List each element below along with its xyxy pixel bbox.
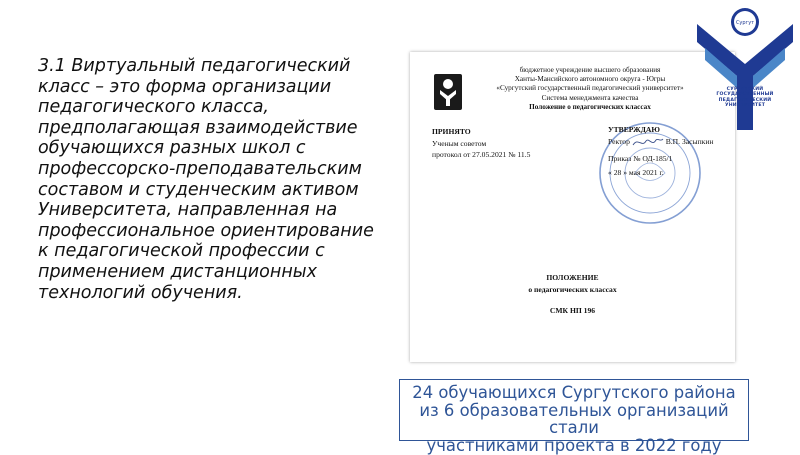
document-code: СМК НП 196 [549, 306, 596, 315]
approved-heading: УТВЕРЖДАЮ [608, 125, 660, 134]
accepted-line: протокол от 27.05.2021 № 11.5 [432, 150, 531, 159]
logo-line: СУРГУТСКИЙ [726, 87, 764, 92]
org-line: Система менеджмента качества [541, 93, 639, 102]
definition-text: 3.1 Виртуальный педагогический класс – это форма организации педагогического класса, предполагающая взаимодействие обучающихся разных школ с профессорско-преподавательским составом и студенческим активом Университета, направленная на профессиональное ориентирование к педагогической профессии с применением дистанционных технологий обучения. [38, 56, 374, 303]
document-title: ПОЛОЖЕНИЕ [546, 273, 599, 282]
signature-icon [632, 136, 664, 148]
org-line: «Сургутский государственный педагогический университет» [496, 84, 684, 93]
banner-line: из 6 образовательных организаций стали [419, 400, 729, 437]
university-name [705, 87, 785, 109]
approved-order: Приказ № ОД-185/1 [608, 153, 673, 163]
document-image [410, 52, 735, 362]
approved-name: В.П. Засыпкин [665, 136, 714, 146]
document-subtitle: о педагогических классах [528, 285, 617, 294]
banner-line: участниками проекта в 2022 году [426, 435, 722, 455]
approved-date: « 28 » мая 2021 г. [608, 168, 664, 178]
participants-banner [399, 379, 749, 455]
university-logo [695, 2, 795, 134]
org-line: бюджетное учреждение высшего образования [519, 66, 661, 74]
logo-badge-text: Сургут [735, 20, 755, 26]
logo-line: ГОСУДАРСТВЕННЫЙ [716, 92, 774, 98]
banner-line: 24 обучающихся Сургутского района [412, 383, 736, 402]
org-line: Положение о педагогических классах [529, 102, 651, 111]
logo-line: УНИВЕРСИТЕТ [724, 103, 766, 109]
university-emblem-icon [434, 74, 462, 110]
accepted-block [432, 126, 530, 161]
accepted-heading: ПРИНЯТО [432, 127, 471, 136]
org-line: Ханты-Мансийского автономного округа - Югры [514, 75, 666, 84]
document-organization [475, 66, 705, 112]
logo-line: ПЕДАГОГИЧЕСКИЙ [718, 97, 772, 103]
accepted-line: Ученым советом [432, 138, 487, 148]
document-title-block [410, 272, 735, 317]
approved-role: Ректор [608, 136, 630, 146]
approved-role-row [608, 136, 714, 148]
